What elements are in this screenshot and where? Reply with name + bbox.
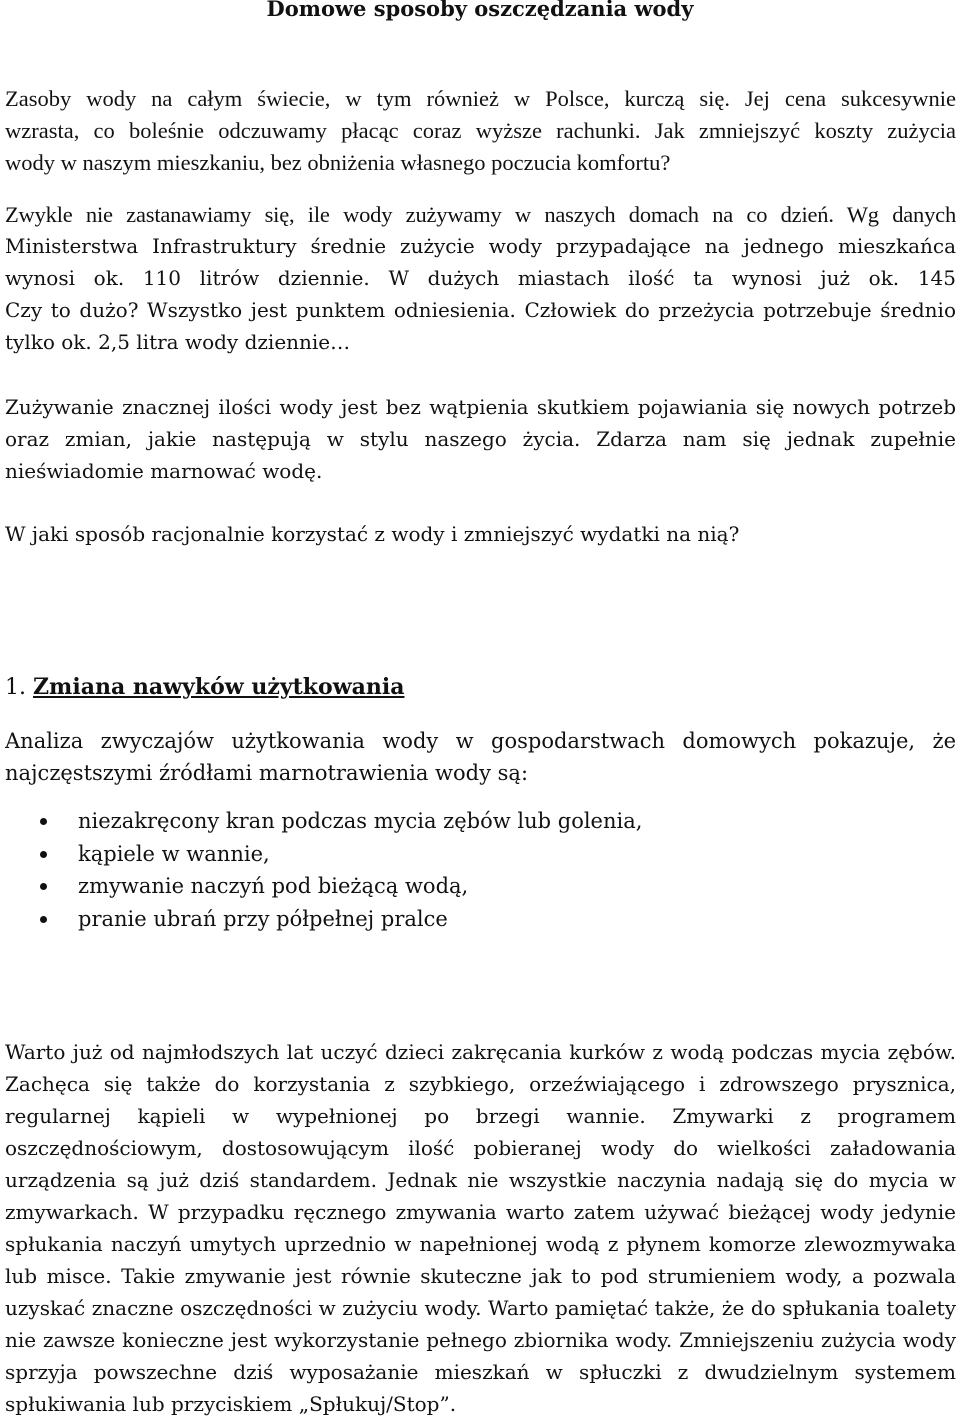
paragraph-usage-stats: [5, 198, 956, 359]
body-line: spłukiwania lub przyciskiem „Spłukuj/Stop”.: [5, 1392, 457, 1416]
paragraph-line: Czy to dużo? Wszystko jest punktem odniesienia. Człowiek do przeżycia potrzebuje średnio: [5, 298, 956, 322]
bullet-icon: [40, 883, 47, 890]
section-heading: [5, 674, 405, 700]
body-line: oszczędnościowym, dostosowującym ilość pobieranej wody do wielkości załadowania: [5, 1136, 956, 1160]
intro-paragraph: [5, 82, 956, 179]
paragraph-line: Zwykle nie zastanawiamy się, ile wody zużywamy w naszych domach na co dzień. Wg danych: [5, 202, 956, 227]
body-line: uzyskać znaczne oszczędności w zużyciu wody. Warto pamiętać także, że do spłukania toalety: [5, 1296, 956, 1320]
list-item: [0, 870, 642, 903]
list-item-text: kąpiele w wannie,: [78, 841, 270, 866]
section-intro: [5, 725, 956, 790]
body-line: spłukania naczyń umytych uprzednio w napełnionej wodą z płynem komorze zlewozmywaka: [5, 1232, 956, 1256]
question-text: W jaki sposób racjonalnie korzystać z wody i zmniejszyć wydatki na nią?: [5, 522, 740, 546]
body-line: Warto już od najmłodszych lat uczyć dzieci zakręcania kurków z wodą podczas mycia zębów.: [5, 1040, 956, 1064]
list-item-text: pranie ubrań przy półpełnej pralce: [78, 906, 448, 931]
intro-line: Zasoby wody na całym świecie, w tym również w Polsce, kurczą się. Jej cena sukcesywnie: [5, 86, 956, 111]
paragraph-line: oraz zmian, jakie następują w stylu naszego życia. Zdarza nam się jednak zupełnie: [5, 427, 956, 451]
section-intro-line: Analiza zwyczajów użytkowania wody w gospodarstwach domowych pokazuje, że: [5, 729, 956, 753]
body-line: sprzyja powszechne dziś wyposażanie mieszkań w spłuczki z dwudzielnym systemem: [5, 1360, 956, 1384]
paragraph-line: Zużywanie znacznej ilości wody jest bez wątpienia skutkiem pojawiania się nowych potrzeb: [5, 395, 956, 419]
body-line: regularnej kąpieli w wypełnionej po brzegi wannie. Zmywarki z programem: [5, 1104, 956, 1128]
waste-sources-list: [0, 805, 642, 935]
list-item-text: zmywanie naczyń pod bieżącą wodą,: [78, 874, 469, 898]
body-line: nie zawsze konieczne jest wykorzystanie pełnego zbiornika wody. Zmniejszeniu zużycia wody: [5, 1328, 956, 1352]
body-line: Zachęca się także do korzystania z szybkiego, orzeźwiającego i zdrowszego prysznica,: [5, 1072, 956, 1096]
paragraph-line: nieświadomie marnować wodę.: [5, 459, 323, 483]
bullet-icon: [40, 818, 47, 825]
paragraph-line: tylko ok. 2,5 litra wody dziennie…: [5, 330, 351, 354]
list-item: [0, 805, 642, 838]
list-item: [0, 903, 642, 936]
bullet-icon: [40, 851, 47, 858]
bullet-icon: [40, 916, 47, 923]
paragraph-line: wynosi ok. 110 litrów dziennie. W dużych miastach ilość ta wynosi już ok. 145: [5, 266, 956, 290]
document-title: Domowe sposoby oszczędzania wody: [266, 0, 694, 21]
body-line: zmywarkach. W przypadku ręcznego zmywania warto zatem używać bieżącej wody jedynie: [5, 1200, 956, 1224]
section-body: [5, 1036, 956, 1421]
list-item-text: niezakręcony kran podczas mycia zębów lub golenia,: [78, 809, 643, 833]
section-intro-line: najczęstszymi źródłami marnotrawienia wody są:: [5, 761, 529, 785]
list-item: [0, 838, 642, 871]
body-line: lub misce. Takie zmywanie jest równie skuteczne jak to pod strumieniem wody, a pozwala: [5, 1264, 956, 1288]
paragraph-line: Ministerstwa Infrastruktury średnie zużycie wody przypadające na jednego mieszkańca: [5, 234, 956, 258]
intro-line: wzrasta, co boleśnie odczuwamy płacąc coraz wyższe rachunki. Jak zmniejszyć koszty zużycia: [5, 118, 956, 143]
section-number: 1.: [5, 675, 26, 700]
intro-line: wody w naszym mieszkaniu, bez obniżenia własnego poczucia komfortu?: [5, 150, 671, 175]
section-title: Zmiana nawyków użytkowania: [33, 674, 405, 700]
body-line: urządzenia są już dziś standardem. Jednak nie wszystkie naczynia nadają się do mycia w: [5, 1168, 956, 1192]
question-line: [5, 518, 956, 551]
paragraph-consumption: [5, 391, 956, 488]
